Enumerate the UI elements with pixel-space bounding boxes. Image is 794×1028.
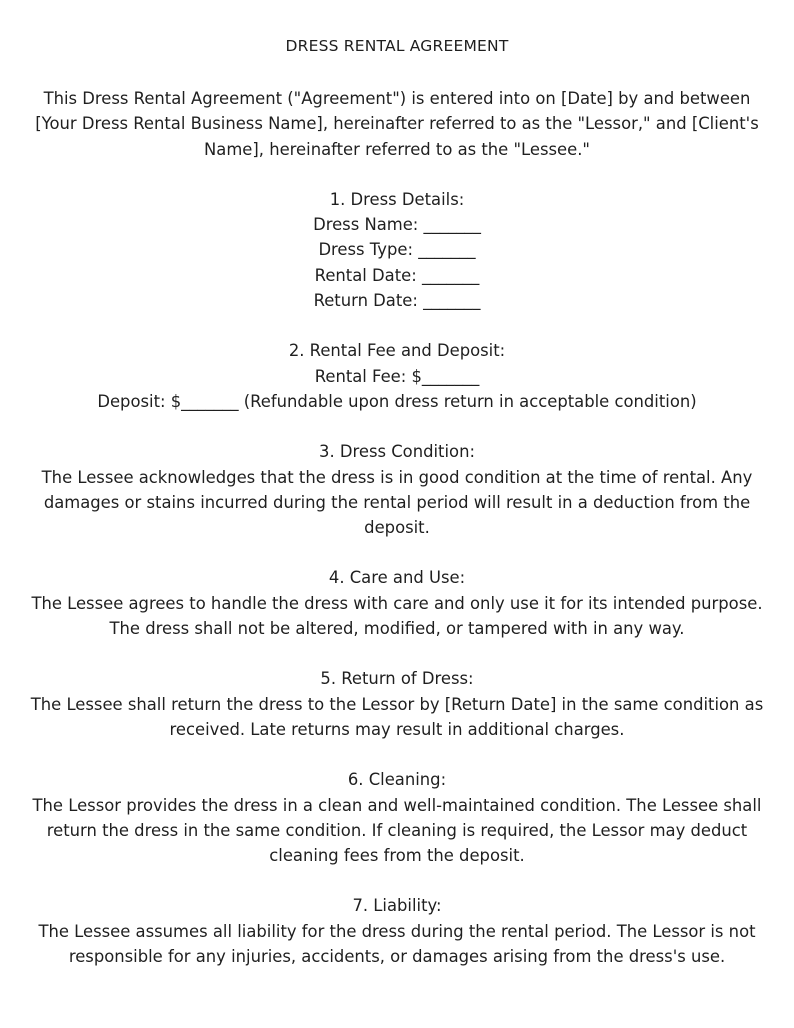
section-dress-condition: [27, 439, 767, 540]
section-liability: [27, 893, 767, 969]
section-body: The Lessee shall return the dress to the Lessor by [Return Date] in the same condition as received. Late returns may result in additional charges.: [30, 694, 764, 739]
section-heading: 6. Cleaning:: [347, 770, 447, 790]
section-heading: 7. Liability:: [352, 896, 442, 916]
section-heading: 2. Rental Fee and Deposit:: [288, 341, 506, 361]
dress-name-field: Dress Name: _______: [313, 215, 481, 235]
section-body: The Lessee assumes all liability for the dress during the rental period. The Lessor is not responsible for any injuries, accidents, or damages arising from the dress's use.: [38, 921, 756, 967]
rental-date-field: Rental Date: _______: [314, 265, 480, 285]
section-heading: 5. Return of Dress:: [320, 669, 474, 689]
section-care-and-use: [27, 565, 767, 641]
section-return-of-dress: [27, 666, 767, 742]
section-dress-details: [0, 187, 794, 313]
section-rental-fee: [0, 338, 794, 414]
section-body: The Lessee agrees to handle the dress with care and only use it for its intended purpose. The dress shall not be altered, modified, or tampered with in any way.: [31, 593, 763, 639]
section-heading: 3. Dress Condition:: [319, 442, 475, 462]
section-heading: 4. Care and Use:: [328, 568, 466, 588]
document-title: DRESS RENTAL AGREEMENT: [285, 37, 509, 55]
section-body: The Lessee acknowledges that the dress is in good condition at the time of rental. Any damages or stains incurred during the rental period will result in a deduction from the deposit.: [41, 467, 753, 538]
rental-fee-field: Rental Fee: $_______: [314, 366, 480, 386]
section-body: The Lessor provides the dress in a clean and well-maintained condition. The Lessee shall return the dress in the same condition. If cleaning is required, the Lessor may deduct cleaning fees from the deposit.: [32, 795, 762, 866]
section-heading: 1. Dress Details:: [329, 189, 465, 209]
return-date-field: Return Date: _______: [313, 291, 481, 311]
intro-paragraph: This Dress Rental Agreement ("Agreement") is entered into on [Date] by and between [Your Dress Rental Business Name], hereinafter referred to as the "Lessor," and [Client's Name], hereinafter referred to as the "Lessee.": [35, 89, 759, 159]
deposit-field: Deposit: $_______ (Refundable upon dress return in acceptable condition): [97, 391, 697, 411]
dress-type-field: Dress Type: _______: [318, 240, 476, 260]
section-cleaning: [27, 767, 767, 868]
